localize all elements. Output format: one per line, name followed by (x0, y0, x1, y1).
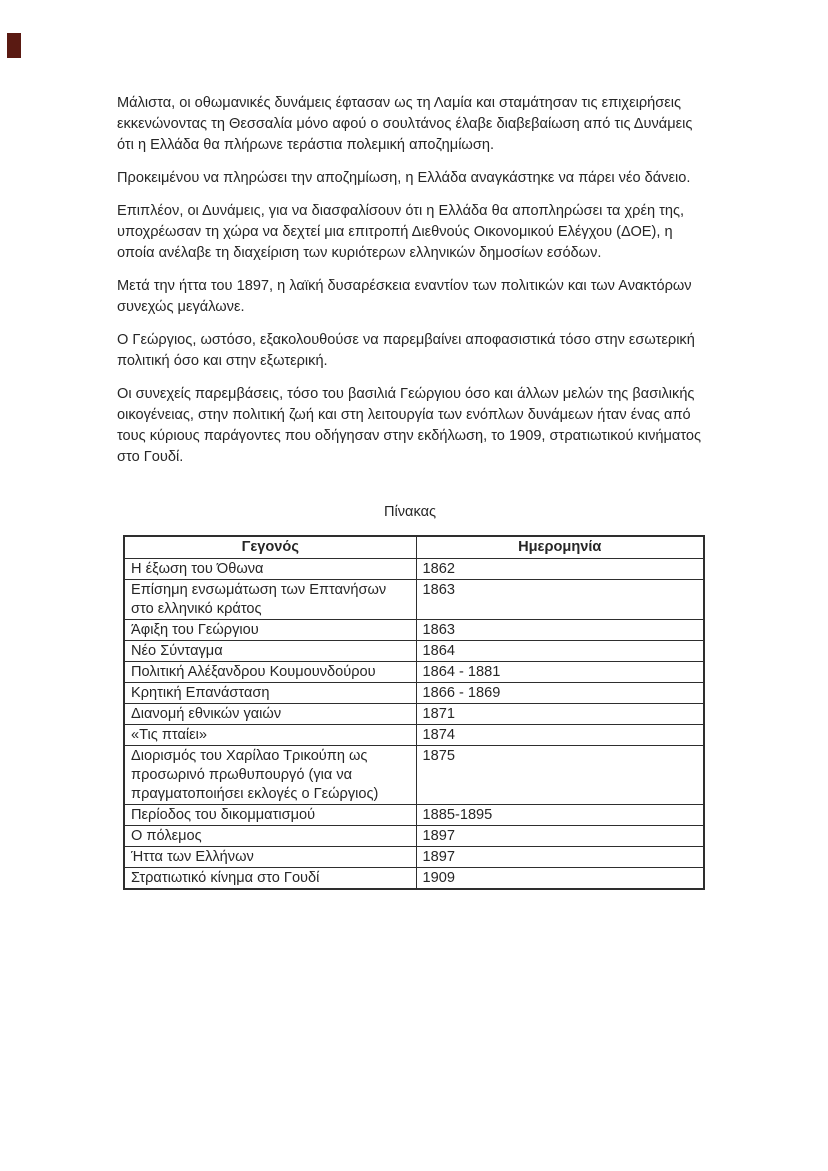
table-row (124, 868, 704, 890)
event-cell: Διορισμός του Χαρίλαο Τρικούπη ως προσωρινό πρωθυπουργό (για να πραγματοποιήσει εκλογές ο Γεώργιος) (124, 746, 416, 805)
event-cell: Διανομή εθνικών γαιών (124, 704, 416, 725)
date-cell: 1864 (416, 641, 704, 662)
events-table (123, 535, 705, 890)
event-cell: Πολιτική Αλέξανδρου Κουμουνδούρου (124, 662, 416, 683)
date-cell: 1885-1895 (416, 805, 704, 826)
column-header: Ημερομηνία (416, 536, 704, 559)
table-row (124, 704, 704, 725)
paragraph: Μετά την ήττα του 1897, η λαϊκή δυσαρέσκεια εναντίον των πολιτικών και των Ανακτόρων συνεχώς μεγάλωνε. (117, 278, 692, 315)
table-row (124, 725, 704, 746)
paragraph: Μάλιστα, οι οθωμανικές δυνάμεις έφτασαν ως τη Λαμία και σταμάτησαν τις επιχειρήσεις εκκενώνοντας τη Θεσσαλία μόνο αφού ο σουλτάνος έλαβε διαβεβαίωση από τις Δυνάμεις ότι η Ελλάδα θα πλήρωνε τεράστια πολεμική αποζημίωση. (117, 95, 693, 153)
events-table-head (124, 536, 704, 559)
table-row (124, 559, 704, 580)
date-cell: 1863 (416, 580, 704, 620)
event-cell: Κρητική Επανάσταση (124, 683, 416, 704)
event-cell: «Τις πταίει» (124, 725, 416, 746)
paragraph: Οι συνεχείς παρεμβάσεις, τόσο του βασιλιά Γεώργιου όσο και άλλων μελών της βασιλικής οικογένειας, στην πολιτική ζωή και στη λειτουργία των ενόπλων δυνάμεων ήταν ένας από τους κύριους παράγοντες που οδήγησαν στην εκδήλωση, το 1909, στρατιωτικού κινήματος στο Γουδί. (117, 386, 702, 465)
date-cell: 1897 (416, 847, 704, 868)
column-header: Γεγονός (124, 536, 416, 559)
event-cell: Η έξωση του Όθωνα (124, 559, 416, 580)
table-row (124, 620, 704, 641)
event-cell: Άφιξη του Γεώργιου (124, 620, 416, 641)
table-caption: Πίνακας (383, 504, 437, 520)
table-row (124, 662, 704, 683)
paragraph: Προκειμένου να πληρώσει την αποζημίωση, η Ελλάδα αναγκάστηκε να πάρει νέο δάνειο. (117, 170, 691, 186)
table-row (124, 746, 704, 805)
body-paragraphs (117, 93, 703, 468)
date-cell: 1875 (416, 746, 704, 805)
event-cell: Ήττα των Ελλήνων (124, 847, 416, 868)
paragraph: Ο Γεώργιος, ωστόσο, εξακολουθούσε να παρεμβαίνει αποφασιστικά τόσο στην εσωτερική πολιτική όσο και στην εξωτερική. (117, 332, 695, 369)
header-row (124, 536, 704, 559)
paragraph: Επιπλέον, οι Δυνάμεις, για να διασφαλίσουν ότι η Ελλάδα θα αποπληρώσει τα χρέη της, υποχρέωσαν τη χώρα να δεχτεί μια επιτροπή Διεθνούς Οικονομικού Ελέγχου (ΔΟΕ), η οποία ανέλαβε τη διαχείριση των κυριότερων ελληνικών δημοσίων εσόδων. (117, 203, 685, 261)
table-row (124, 826, 704, 847)
date-cell: 1864 - 1881 (416, 662, 704, 683)
events-table-body (124, 559, 704, 890)
date-cell: 1871 (416, 704, 704, 725)
event-cell: Νέο Σύνταγμα (124, 641, 416, 662)
date-cell: 1897 (416, 826, 704, 847)
date-cell: 1874 (416, 725, 704, 746)
date-cell: 1909 (416, 868, 704, 890)
table-row (124, 805, 704, 826)
event-cell: Επίσημη ενσωμάτωση των Επτανήσων στο ελληνικό κράτος (124, 580, 416, 620)
document-content (117, 93, 703, 890)
date-cell: 1862 (416, 559, 704, 580)
table-row (124, 683, 704, 704)
table-row (124, 641, 704, 662)
event-cell: Στρατιωτικό κίνημα στο Γουδί (124, 868, 416, 890)
event-cell: Περίοδος του δικομματισμού (124, 805, 416, 826)
table-row (124, 847, 704, 868)
event-cell: Ο πόλεμος (124, 826, 416, 847)
date-cell: 1863 (416, 620, 704, 641)
corner-artifact-mark (7, 33, 21, 58)
date-cell: 1866 - 1869 (416, 683, 704, 704)
table-row (124, 580, 704, 620)
